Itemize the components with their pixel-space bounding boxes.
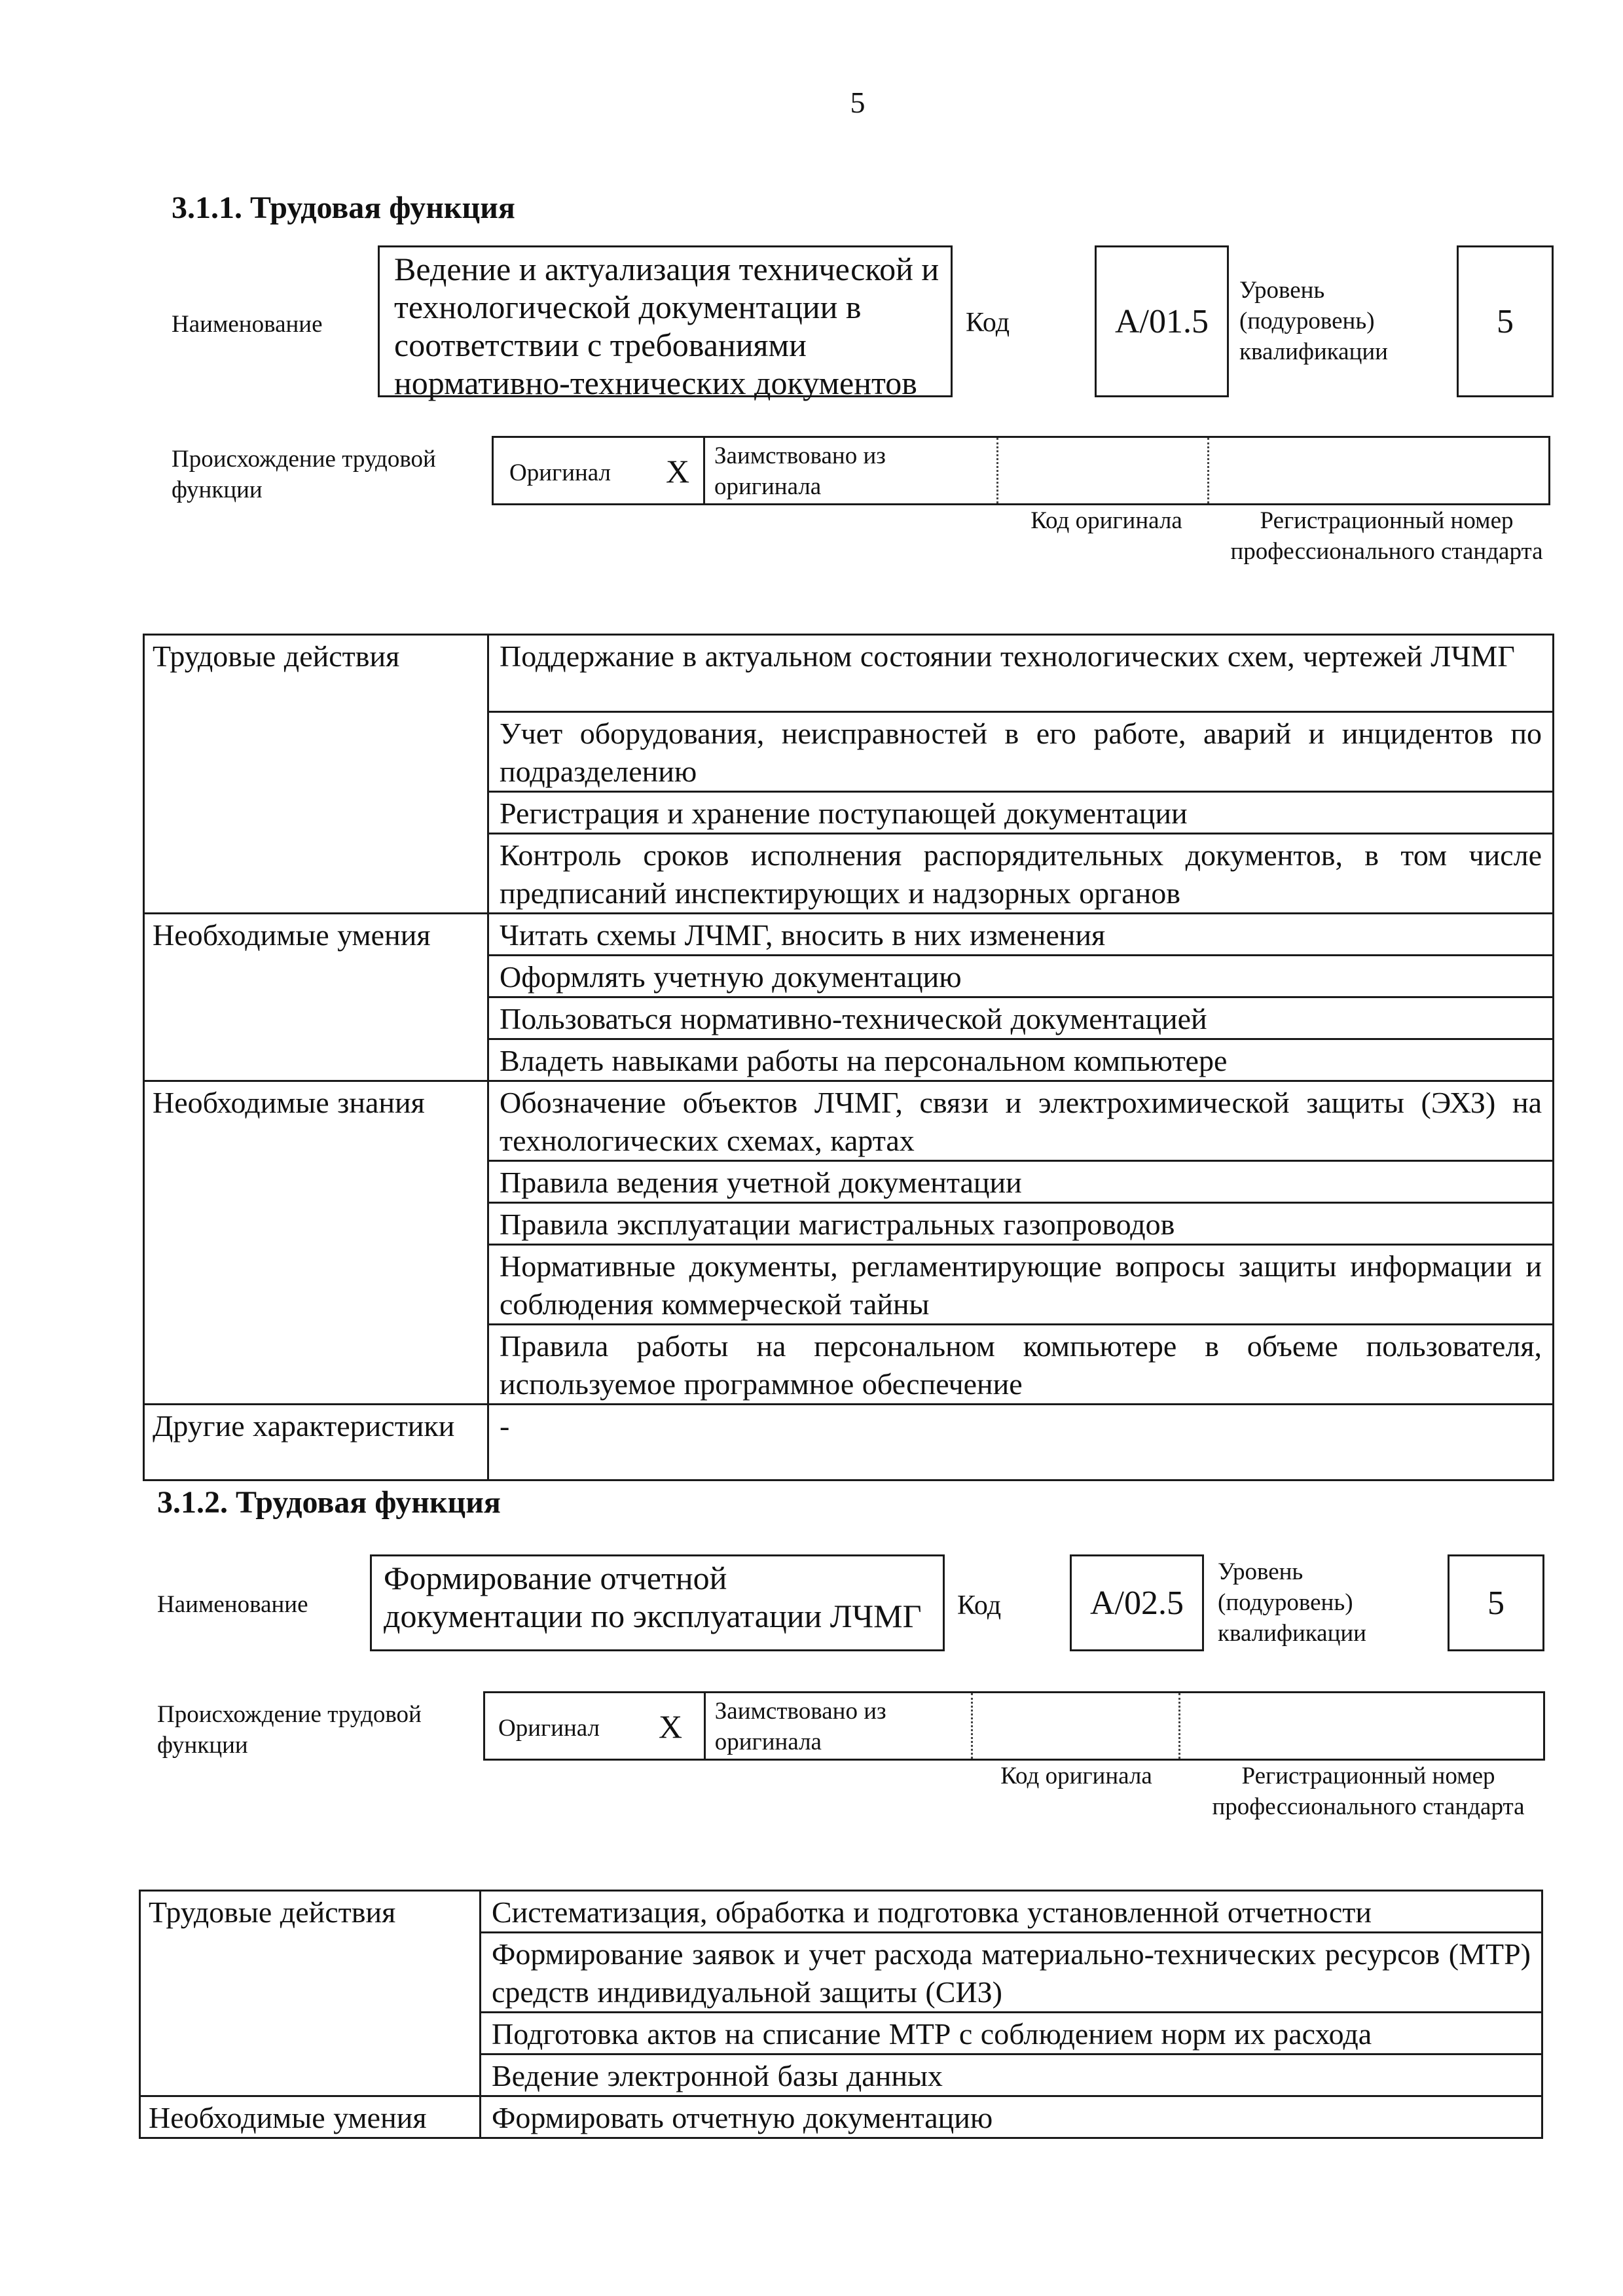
- original-label: Оригинал: [509, 459, 611, 486]
- function-table-1: [143, 634, 1554, 1481]
- original-mark: X: [659, 1708, 683, 1745]
- code-label: Код: [966, 308, 1010, 338]
- row-item: Правила ведения учетной документации: [488, 1161, 1554, 1203]
- code-original-label: Код оригинала: [1030, 507, 1182, 534]
- level-value-box: [1448, 1554, 1544, 1651]
- level-value: 5: [1487, 1584, 1504, 1622]
- reg-number-cell: [1209, 438, 1548, 503]
- function-table-2: [139, 1890, 1543, 2139]
- row-label: Необходимые умения: [140, 2096, 481, 2138]
- row-label: Трудовые действия: [144, 635, 488, 914]
- code-original-cell: [973, 1693, 1180, 1759]
- row-item: Обозначение объектов ЛЧМГ, связи и электрохимической защиты (ЭХЗ) на технологических схемах, картах: [488, 1081, 1554, 1161]
- level-value: 5: [1497, 302, 1514, 340]
- section-heading: 3.1.2. Трудовая функция: [157, 1485, 501, 1520]
- page-number: 5: [850, 86, 866, 119]
- row-item: Оформлять учетную документацию: [488, 956, 1554, 997]
- row-item: Читать схемы ЛЧМГ, вносить в них изменения: [488, 914, 1554, 956]
- origin-label: Происхождение трудовой функции: [172, 446, 436, 503]
- code-original-label: Код оригинала: [1000, 1763, 1152, 1789]
- row-item: Правила эксплуатации магистральных газопроводов: [488, 1203, 1554, 1245]
- row-item: Поддержание в актуальном состоянии технологических схем, чертежей ЛЧМГ: [488, 635, 1554, 712]
- reg-number-cell: [1180, 1693, 1543, 1759]
- code-original-cell: [998, 438, 1209, 503]
- row-label: Трудовые действия: [140, 1891, 481, 2096]
- original-label: Оригинал: [498, 1715, 600, 1742]
- original-cell: [494, 438, 705, 503]
- row-item: Контроль сроков исполнения распорядительных документов, в том числе предписаний инспектирующих и надзорных органов: [488, 834, 1554, 914]
- reg-number-label: Регистрационный номер профессионального стандарта: [1212, 1763, 1525, 1820]
- code-value: A/01.5: [1115, 302, 1209, 340]
- borrowed-cell: [705, 438, 998, 503]
- level-value-box: [1457, 245, 1554, 397]
- borrowed-label: Заимствовано из оригинала: [714, 1698, 886, 1755]
- row-item: Систематизация, обработка и подготовка установленной отчетности: [481, 1891, 1542, 1933]
- code-value: A/02.5: [1090, 1584, 1184, 1622]
- row-item: Пользоваться нормативно-технической документацией: [488, 997, 1554, 1039]
- section-heading: 3.1.1. Трудовая функция: [172, 190, 515, 225]
- code-value-box: [1070, 1554, 1204, 1651]
- row-item: Формировать отчетную документацию: [481, 2096, 1542, 2138]
- row-item: Регистрация и хранение поступающей документации: [488, 792, 1554, 834]
- original-mark: X: [666, 453, 690, 490]
- row-item: Учет оборудования, неисправностей в его работе, аварий и инцидентов по подразделению: [488, 712, 1554, 792]
- row-label: Необходимые знания: [144, 1081, 488, 1405]
- reg-number-label: Регистрационный номер профессионального стандарта: [1230, 507, 1543, 565]
- row-item: Правила работы на персональном компьютере в объеме пользователя, используемое программное обеспечение: [488, 1325, 1554, 1405]
- function-name-box: [370, 1554, 945, 1651]
- row-item: Формирование заявок и учет расхода материально-технических ресурсов (МТР) средств индивидуальной защиты (СИЗ): [481, 1933, 1542, 2013]
- original-cell: [485, 1693, 706, 1759]
- row-item: Подготовка актов на списание МТР с соблюдением норм их расхода: [481, 2013, 1542, 2054]
- code-label: Код: [957, 1590, 1002, 1621]
- row-item: Владеть навыками работы на персональном компьютере: [488, 1039, 1554, 1081]
- origin-row: [492, 436, 1550, 505]
- name-label: Наименование: [172, 311, 323, 338]
- row-item: -: [488, 1405, 1554, 1480]
- function-name: Формирование отчетной документации по эксплуатации ЛЧМГ: [384, 1560, 922, 1634]
- row-item: Нормативные документы, регламентирующие вопросы защиты информации и соблюдения коммерческой тайны: [488, 1245, 1554, 1325]
- row-item: Ведение электронной базы данных: [481, 2054, 1542, 2096]
- level-label: Уровень (подуровень) квалификации: [1239, 277, 1388, 365]
- row-label: Необходимые умения: [144, 914, 488, 1081]
- function-name: Ведение и актуализация технической и технологической документации в соответствии с требованиями нормативно-технических документов: [394, 251, 939, 401]
- function-name-box: [378, 245, 953, 401]
- code-value-box: [1095, 245, 1229, 397]
- borrowed-cell: [706, 1693, 973, 1759]
- name-label: Наименование: [157, 1591, 308, 1618]
- origin-row: [483, 1691, 1545, 1761]
- origin-label: Происхождение трудовой функции: [157, 1701, 422, 1759]
- row-label: Другие характеристики: [144, 1405, 488, 1480]
- level-label: Уровень (подуровень) квалификации: [1218, 1558, 1366, 1647]
- borrowed-label: Заимствовано из оригинала: [714, 442, 886, 500]
